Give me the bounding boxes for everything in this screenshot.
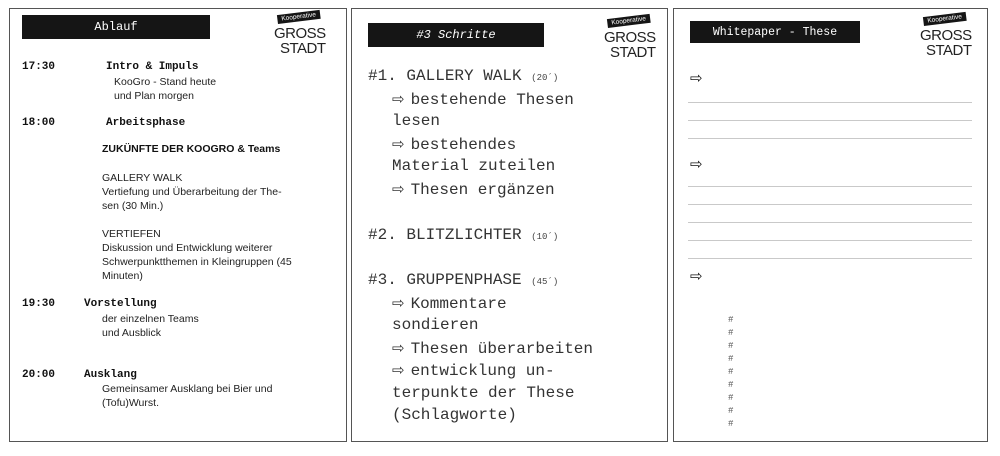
arrow-right-icon: ⇨: [392, 135, 405, 153]
time-1730: 17:30: [22, 61, 56, 73]
step-3-item-3: ⇨ entwicklung un-: [392, 361, 555, 380]
step-3-item-2: ⇨ Thesen überarbeiten: [392, 339, 594, 358]
arrow-right-icon: ⇨: [392, 180, 405, 198]
zukunft-subheading: ZUKÜNFTE DER KOOGRO & Teams: [102, 143, 281, 155]
schritte-panel: [351, 8, 668, 442]
arrow-right-icon: ⇨: [690, 69, 703, 87]
schritte-title: #3 Schritte: [368, 23, 544, 47]
arrow-right-icon: ⇨: [392, 294, 405, 312]
vertiefen-block: VERTIEFEN Diskussion und Entwicklung weiterer Schwerpunktthemen in Kleingruppen (45 Minuten): [102, 228, 292, 282]
whitepaper-title: Whitepaper - These: [690, 21, 860, 43]
ausklang-heading: Ausklang: [84, 369, 137, 381]
writing-line: [688, 204, 972, 205]
arrow-right-icon: ⇨: [690, 155, 703, 173]
arrow-right-icon: ⇨: [392, 90, 405, 108]
arrow-right-icon: ⇨: [690, 267, 703, 285]
step-1-item-3: ⇨ Thesen ergänzen: [392, 180, 555, 199]
arbeitsphase-heading: Arbeitsphase: [106, 117, 186, 129]
hash-bullet: #: [728, 406, 734, 416]
time-2000: 20:00: [22, 369, 56, 381]
hash-bullet: #: [728, 367, 734, 377]
hash-bullet: #: [728, 315, 734, 325]
kooperative-grossstadt-logo: Kooperative GROSS STADT: [604, 15, 656, 61]
step-3-item-3-cont2: (Schlagworte): [392, 406, 517, 424]
step-1-item-2-cont: Material zuteilen: [392, 157, 556, 175]
step-1-item-1-cont: lesen: [392, 112, 441, 130]
step-1-gallery-walk: #1. GALLERY WALK (20´): [368, 67, 559, 85]
writing-line: [688, 258, 972, 259]
writing-line: [688, 240, 972, 241]
agenda-title: Ablauf: [22, 15, 210, 39]
vorstellung-heading: Vorstellung: [84, 298, 157, 310]
arrow-right-icon: ⇨: [392, 339, 405, 357]
step-3-gruppenphase: #3. GRUPPENPHASE (45´): [368, 271, 559, 289]
step-2-blitzlichter: #2. BLITZLICHTER (10´): [368, 226, 559, 244]
hash-bullet: #: [728, 341, 734, 351]
arrow-right-icon: ⇨: [392, 361, 405, 379]
step-3-item-1-cont: sondieren: [392, 316, 479, 334]
step-1-item-2: ⇨ bestehendes: [392, 135, 517, 154]
hash-bullet: #: [728, 380, 734, 390]
hash-bullet: #: [728, 328, 734, 338]
intro-desc: KooGro - Stand heute und Plan morgen: [114, 76, 217, 102]
hash-bullet: #: [728, 393, 734, 403]
writing-line: [688, 120, 972, 121]
writing-line: [688, 138, 972, 139]
agenda-panel: [9, 8, 347, 442]
gallery-walk-block: GALLERY WALK Vertiefung und Überarbeitung der The- sen (30 Min.): [102, 172, 282, 212]
ausklang-desc: Gemeinsamer Ausklang bei Bier und (Tofu)Wurst.: [102, 383, 273, 409]
vorstellung-desc: der einzelnen Teams und Ausblick: [102, 313, 199, 339]
hash-bullet: #: [728, 354, 734, 364]
kooperative-grossstadt-logo: Kooperative GROSS STADT: [920, 13, 972, 59]
time-1930: 19:30: [22, 298, 56, 310]
intro-heading: Intro & Impuls: [106, 61, 199, 73]
step-3-item-1: ⇨ Kommentare: [392, 294, 507, 313]
time-1800: 18:00: [22, 117, 56, 129]
writing-line: [688, 222, 972, 223]
whitepaper-panel: [673, 8, 988, 442]
kooperative-grossstadt-logo: Kooperative GROSS STADT: [274, 11, 326, 57]
step-3-item-3-cont: terpunkte der These: [392, 384, 575, 402]
writing-line: [688, 102, 972, 103]
step-1-item-1: ⇨ bestehende Thesen: [392, 90, 574, 109]
hash-bullet: #: [728, 419, 734, 429]
writing-line: [688, 186, 972, 187]
